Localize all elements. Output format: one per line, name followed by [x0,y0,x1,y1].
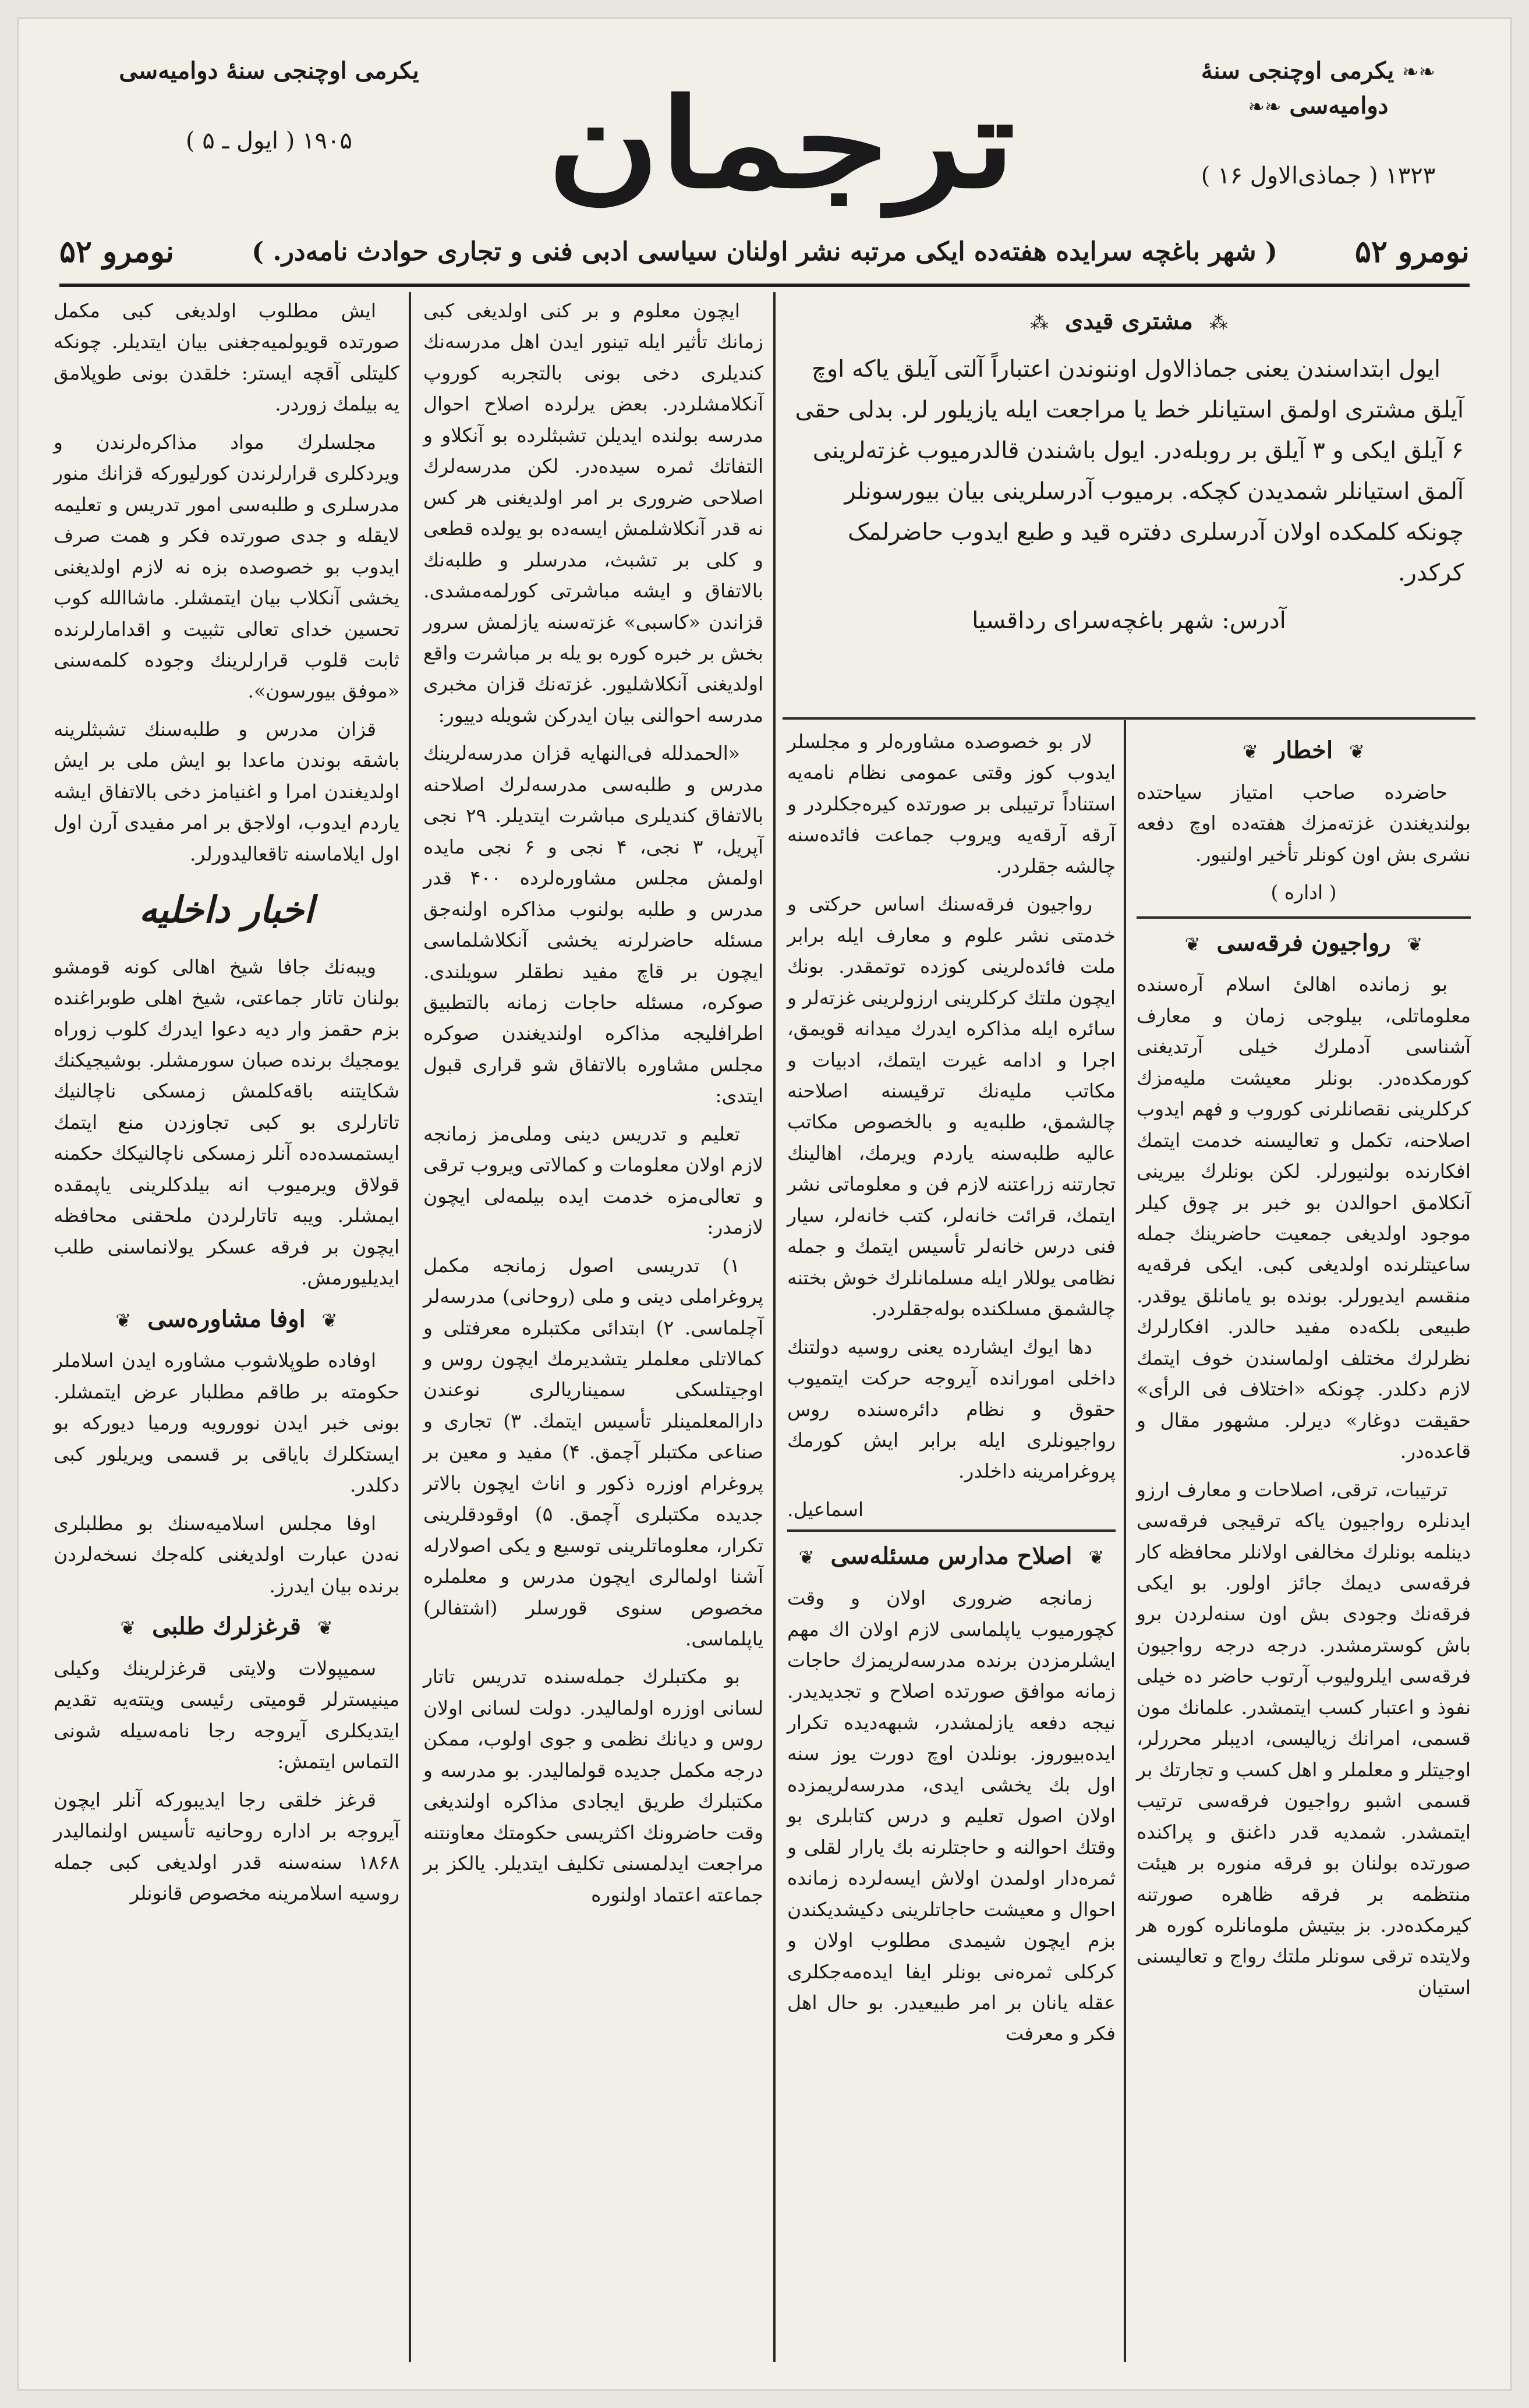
ufa-council-heading-text: اوفا مشاوره‌سی [147,1305,306,1333]
masthead-divider [59,284,1470,287]
ornament-icon: ❧❧ [1248,95,1282,119]
warning-text: حاضرده صاحب امتیاز سیاحتده بولندیغندن غزته‌مزك هفته‌ده اوچ دفعه نشری بش اون کونلر تأخیر اولنیور. [1137,780,1471,866]
column-4 [49,295,404,2362]
section-divider [1137,916,1471,919]
ornament-icon: ⁂ [1030,311,1049,334]
domestic-news-text: ویبه‌نك جافا شیخ اهالی کونه قومشو بولنان تاتار جماعتی، شیخ اهلی طوبراغنده بزم حقمز وار دیه دعوا ایدرك کلوب زوراه یومجیك برنده صبان سورمشلر. بوشیجیکنك شکایتنه باقه‌کلمش زمسکی ناچالنیك تاتارلری بو کبی تجاوزدن منع ایتمك ایستمسده‌ده آنلر زمسکی ناچالنیکك حکمنه قولاق ویرمیوب انه بیلدکلرینی یاپمقده ایمشلر. ویبه تاتارلردن ملحقنی محافظه ایچون بر فرقه عسکر یولانماسنی طلب ایدیلیورمش. [54,955,399,1290]
madrasa-reform-text: زمانجه ضروری اولان و وقت کچورمیوب یاپلماسی لازم اولان اك مهم ایشلرمزدن برنده مدرسه‌لریمزك حاجات زمانه موافق صورتده اصلاح و تجدیدیدر. نیجه دفعه یازلمشدر، شبهه‌دیده تکرار ایده‌بیوروز. بونلدن اوچ دورت یوز سنه اول بك یخشی ایدی، مدرسه‌لریمزده اولان اصول تعلیم و درس کتابلری بو وقتك احوالنه و حاجتلرنه بك یارار لقلی و ثمره‌دار اولمدن اولاش ایسه‌لرده زمانده احوال و معیشت حاجاتلرینی دکیشدیکندن بزم ایچون شیمدی مطلوب اولان و کرکلی ثمره‌نی بونلر ایفا ایده‌مه‌جکلری عقله یانان بر امر طبیعیدر. بو حال اهل فکر و معرفت [787,1587,1116,2045]
ufa-council-text-1: اوفاده طوپلاشوب مشاوره ایدن اسلاملر حکومته بر طاقم مطلبار عرض ایتمشلر. بونی خبر ایدن نوورویه ورمیا دیورکه بو ایستکلرك بایاقی بر قسمی ویریلور کبی دکلدر. [54,1349,399,1497]
madrasa-cont-1: ایچون معلوم و بر کنی اولدیغی کبی زمانك تأثیر ایله تینور ایدن اهل مدرسه‌نك کندیلری دخی بونی بالتجربه کوروپ آنکلامشلردر. بعض یرلرده اصلاح احوال مدرسه بولنده ایدیلن تشبثلرده بو آنکلاو و التفاتك ثمره سیده‌در. لکن مدرسه‌لرك اصلاحی ضروری بر امر اولدیغنی هر کس نه قدر آنکلاشلمش ایسه‌ده بو یولده قطعی و کلی بر تشبث، مدرسلر و طلبه‌نك بالاتفاق و ایشه مباشرتی کورلمه‌مشدی. قزاندن «کاسبی» غزته‌سنه یازلمش سرور بخش بر خبره کوره بو یله بر مباشرت واقع اولدیغنی آنکلاشلیور. غزته‌نك قزان مخبری مدرسه احوالنی بیان ایدرکن شویله دییور: [423,299,763,727]
issue-number-left: نومرو ۵۲ [59,233,174,270]
madrasa-cont-7: قزان مدرس و طلبه‌سنك تشبثلرینه باشقه بوندن ماعدا بو ایش ملی بر ایش اولدیغندن امرا و اغنیامز دخی بالاتفاق ایشه یاردم ایدوب، اولاجق بر امر مفیدی آرن اول اول ایلاماسنه تاقعالیدورلر. [54,717,399,865]
section-divider [787,1529,1116,1532]
madrasa-reform-heading [787,1538,1116,1575]
subscription-divider [783,717,1475,720]
madrasa-cont-3: تعلیم و تدریس دینی وملی‌مز زمانجه لازم اولان معلومات و کمالاتی ویروب ترقی و تعالی‌مزه خدمت ایده بیلمه‌لی ایچون لازمدر: [423,1122,763,1239]
madrasa-resolutions: ۱) تدریسی اصول زمانجه مکمل پروغراملی دینی و ملی (روحانی) مدرسه‌لر آچلماسی. ۲) ابتدائی مکتبلره معرفتلی و کمالاتلی معلملر یتشدیرمك ایچون روس و اوجیتلسکی سمیناریالری نوعندن دارالمعلمینلر تأسیس ایتمك. ۳) تجاری و صناعی مکتبلر آچمق. ۴) مفید و معین بر پروغرام اوزره ذکور و اناث ایچون بالاتر جدیده مکتبلری آچمق. ۵) اوقودقلرینی تکرار، معلوماتلرینی توسیع و یکی اصولارله آشنا اولمالری ایچون مدرس و معلملره مخصوص سنوی قورسلر (اشتفالر) یاپلماسی. [423,1253,764,1651]
column-rule-2 [773,292,776,2362]
subscription-heading-text: مشتری قیدی [1065,307,1193,335]
progressives-text-1: بو زمانده اهالیٔ اسلام آره‌سنده معلوماتلی، بیلوجی زمان و معارف آشناسی آدملرك خیلی آرتدیغنی کورمکده‌در. بونلر معیشت ملیه‌مزك کرکلرینی نقصانلرنی کوروب و فهم ایدوب اصلاحنه، تکمل و تعالیسنه خدمت ایتمك افکارنده بولنیورلر. لکن بونلرك بیرینی آنکلامق احوالدن بو خبر بر چوق کیلر موجود اولدیغی جمعیت حاضرینك جمله ساعیتلرنده اولدیغی کبی. ایکی فرقه‌یه منقسم ایدیورلر. بونده بو یامانلق یوقدر. طبیعی بلکه‌ده مفید حالدر. افکارلرك نظرلرك مختلف اولماسندن خوف ایتمك لازم دکلدر. چونکه «اختلاف فی الرأی» حقیقت دوغار» دیرلر. مشهور مقال و قاعده‌در. [1137,973,1471,1463]
ornament-icon: ❦ [1407,933,1423,955]
ornament-icon: ❦ [1243,741,1258,763]
column-2 [783,726,1120,2362]
subscription-address: آدرس: شهر باغچه‌سرای رداقسیا [972,607,1286,634]
ufa-council-heading [54,1301,399,1338]
ornament-icon: ❧❧ [1402,61,1436,84]
column-1 [1132,726,1475,2362]
left-date-text: ۱۹۰۵ ( ایول ـ ۵ ) [186,128,352,154]
kyrgyz-request-heading-text: قرغزلرك طلبی [152,1613,301,1640]
author-signature: اسماعیل. [787,1497,864,1521]
progressives-heading-text: رواجیون فرقه‌سی [1216,929,1391,957]
ornament-icon: ❦ [115,1309,132,1332]
kyrgyz-request-text-1: سمیپولات ولایتی قرغزلرینك وکیلی مینیسترلر قومیتی رئیسی ویتته‌یه تقدیم ایتدیکلری آیروجه رجا نامه‌سیله شونی التماس ایتمش: [54,1656,399,1773]
warning-heading [1137,732,1471,770]
madrasa-cont-4: بو مکتبلرك جمله‌سنده تدریس تاتار لسانی اوزره اولمالیدر. دولت لسانی اولان روس و دیانك نظمی و جوی اولوب، ممکن درجه مکمل جدیده قولمالیدر. بو مدرسه و مکتبلرك طریق ایجادی مذاکره اولندیغی وقت حاضرونك اکثریسی حکومتك معاونتنه مراجعت ایدلمسنی تکلیف ایتدیلر. یالکز بر جماعته اعتماد اولنوره [423,1665,763,1906]
madrasa-cont-6: مجلسلرك مواد مذاکره‌لرندن و ویردکلری قرارلرندن کورلیورکه قزانك منور مدرسلری و طلبه‌سی امور تدریس و تعلیمه لایقله و جدی صورتده فکر و همت صرف ایدوب بو خصوصده بزه نه لازم اولدیغنی یخشی آنکلاب بیان ایتمشلر. ماشاالله کوب تحسین خدای تعالی تثبیت و اقدامارلرنده ثابت قلوب قرارلرینك وجوده کلمه‌سنی «موفق بیورسون». [54,430,399,703]
issue-number-right: نومرو ۵۲ [1355,233,1470,270]
masthead-left-corner [106,54,432,205]
progressives-text-2: ترتیبات، ترقی، اصلاحات و معارف ارزو ایدنلره رواجیون یاکه ترقیجی فرقه‌سی دینلمه بونلرك مخالفی اولانلر محافظه کار فرقه‌سی دیمك جائز اولور. بو ایکی فرقه‌نك وجودی بش اون سنه‌لردن برو باش کوسترمشدر. درجه درجه رواجیون فرقه‌سی ایلرولیوب آرتوب حاضر ده خیلی نفوذ و اعتبار کسب ایتمشدر. علمانك مون قسمی، امرانك زیالیسی، ادیبلر محررلر، اوجیتلر و معلملر و اهل کسب و تجارتك بر قسمی اشبو رواجیون فرقه‌سی ترتیب ایتمشدر. شمدیه قدر داغنق و پراکنده صورتده بولنان بو فرقه منوره بر هیئت منتظمه بر فرقه ظاهره صورتنه کیرمکده‌در. بز بیتیش ملومانلره کوره هر ولایتده ترقی سونلر ملتك رواج و تعالیسنی استیان [1137,1478,1471,1999]
newspaper-title: ترجمان [547,72,1016,215]
left-year-text: یکرمی اوچنجی سنهٔ دوامیه‌سی [119,57,419,84]
masthead-title-block [543,65,1020,222]
ornament-icon: ❦ [798,1546,815,1569]
ornament-icon: ❦ [1184,933,1201,955]
progressives-cont-2: رواجیون فرقه‌سنك اساس حرکتی و خدمتی نشر علوم و معارف ایله برابر ملت فائده‌لرینی کوزده توتمقدر. بونك ایچون ملتك کرکلرینی ارزولرینی غزته‌لر و سائره ایله مذاکره ایدرك میدانه قویمق، اجرا و ادامه غیرت ایتمك، ادبیات و مکاتب ملیه‌نك ترقیسنه اصلاحنه چالشمق، طلبه‌یه و بالخصوص مکاتب عالیه طلبه‌سنه یاردم ویرمك، اهالینك تجارتنه زراعتنه لازم فن و معلوماتی نشر ایتمك، قرائت خانه‌لر، کتب خانه‌لر، سیار فنی درس خانه‌لر تأسیس ایتمك و جمله نظامی یوللار ایله مسلمانلرك خوش بختنه چالشمق مسلکنده بوله‌جقلردر. [787,893,1116,1320]
ufa-council-text-2: اوفا مجلس اسلامیه‌سنك بو مطلبلری نه‌دن عبارت اولدیغنی کله‌جك نسخه‌لردن برنده بیان ایدرز. [54,1511,399,1597]
subscription-notice [783,295,1475,714]
madrasa-cont-2: «الحمدلله فی‌النهایه قزان مدرسه‌لرینك مدرس و طلبه‌سی مدرسه‌لرك اصلاحنه بالاتفاق کندیلری مباشرت ایتدیلر. ۲۹ نجی آپریل، ۳ نجی، ۴ نجی و ۶ نجی مایده اولمش مجلس مشاوره‌لرده ۴۰۰ قدر مدرس و طلبه بولنوب مذاکره اولنه‌جق مسئله حاضرلرنه یخشی آنکلاشلماسی ایچون بر قاچ مفید نطقلر سویلندی. صوکره، مسئله حاجات زمانه بالتطبیق اطرافلیجه مذاکره اولندیغندن صوکره مجلس مشاوره بالاتفاق شو قراری قبول ایتدی: [423,742,764,1107]
subscription-heading [794,301,1464,342]
ornament-icon: ⁂ [1209,311,1228,334]
ornament-icon: ❦ [1349,741,1365,763]
right-year-text: یکرمی اوچنجی سنهٔ دوامیه‌سی [1201,57,1394,119]
newspaper-page [17,17,1512,2391]
subscription-text: ایول ابتداسندن یعنی جماذالاول اوننوندن اعتباراً آلتی آیلق یاکه اوچ آیلق مشتری اولمق استیانلر خط یا مراجعت ایله یازیلور لر. بدلی حقی ۶ آیلق ایکی و ۳ آیلق بر روبله‌در. ایول باشندن قالدرمیوب غزته‌لرینی آلمق استیانلر شمدیدن کچکه. برمیوب آدرسلرینی بیان بیورسونلر چونکه کلمکده اولان آدرسلری دفتره قید و طبع ایدوب حاضرلمک کرکدر. [795,356,1464,586]
column-rule-3 [409,292,411,2362]
column-3 [419,295,768,2362]
progressives-cont-1: لار بو خصوصده مشاوره‌لر و مجلسلر ایدوب کوز وقتی عمومی نظام نامه‌یه استناداً ترتیبلی بر صورتده کیره‌جکلردر و آرقه آرقه‌یه ویروب جماعت فائده‌سنه چالشه جقلردر. [787,730,1116,877]
newspaper-motto: ( شهر باغچه سرایده هفته‌ده ایکی مرتبه نشر اولنان سیاسی ادبی فنی و تجاری حوادث نامه‌در. ) [252,236,1277,267]
ornament-icon: ❦ [317,1617,333,1639]
subtitle-bar [59,219,1470,284]
domestic-news-heading: اخبار داخلیه [139,888,314,932]
right-year-line [1155,54,1481,123]
madrasa-cont-5: ایش مطلوب اولدیغی کبی مکمل صورتده قویولمیه‌جغنی بیان ایتدیلر. چونکه کلیتلی آقچه ایستر: خلقدن بونی طوپلامق یه بیلمك زوردر. [54,299,399,416]
madrasa-reform-heading-text: اصلاح مدارس مسئله‌سی [830,1542,1073,1570]
column-rule-1 [1124,720,1126,2362]
progressives-heading [1137,925,1471,962]
progressives-cont-3: دها ایوك ایشارده یعنی روسیه دولتنك داخلی امورانده آیروجه حرکت ایتمیوب حقوق و نظام دائره‌سنده روس رواجیونلری ایله برابر ایش کورمك پروغرامرینه داخلدر. [787,1335,1116,1483]
right-date-text: ۱۳۲۳ ( جماذی‌الاول ۱۶ ) [1201,162,1436,189]
masthead-right-corner [1155,54,1481,205]
ornament-icon: ❦ [120,1617,136,1639]
warning-heading-text: اخطار [1274,736,1333,764]
kyrgyz-request-heading [54,1608,399,1646]
kyrgyz-request-text-2: قرغز خلقی رجا ایدیبورکه آنلر ایچون آیروجه بر اداره روحانیه تأسیس اولنمالیدر ۱۸۶۸ سنه‌سنه قدر اولدیغی کبی جمله روسیه اسلامرینه مخصوص قانونلر [54,1788,399,1904]
ornament-icon: ❦ [321,1309,338,1332]
ornament-icon: ❦ [1088,1546,1105,1569]
warning-signature: ( اداره ) [1270,881,1337,904]
